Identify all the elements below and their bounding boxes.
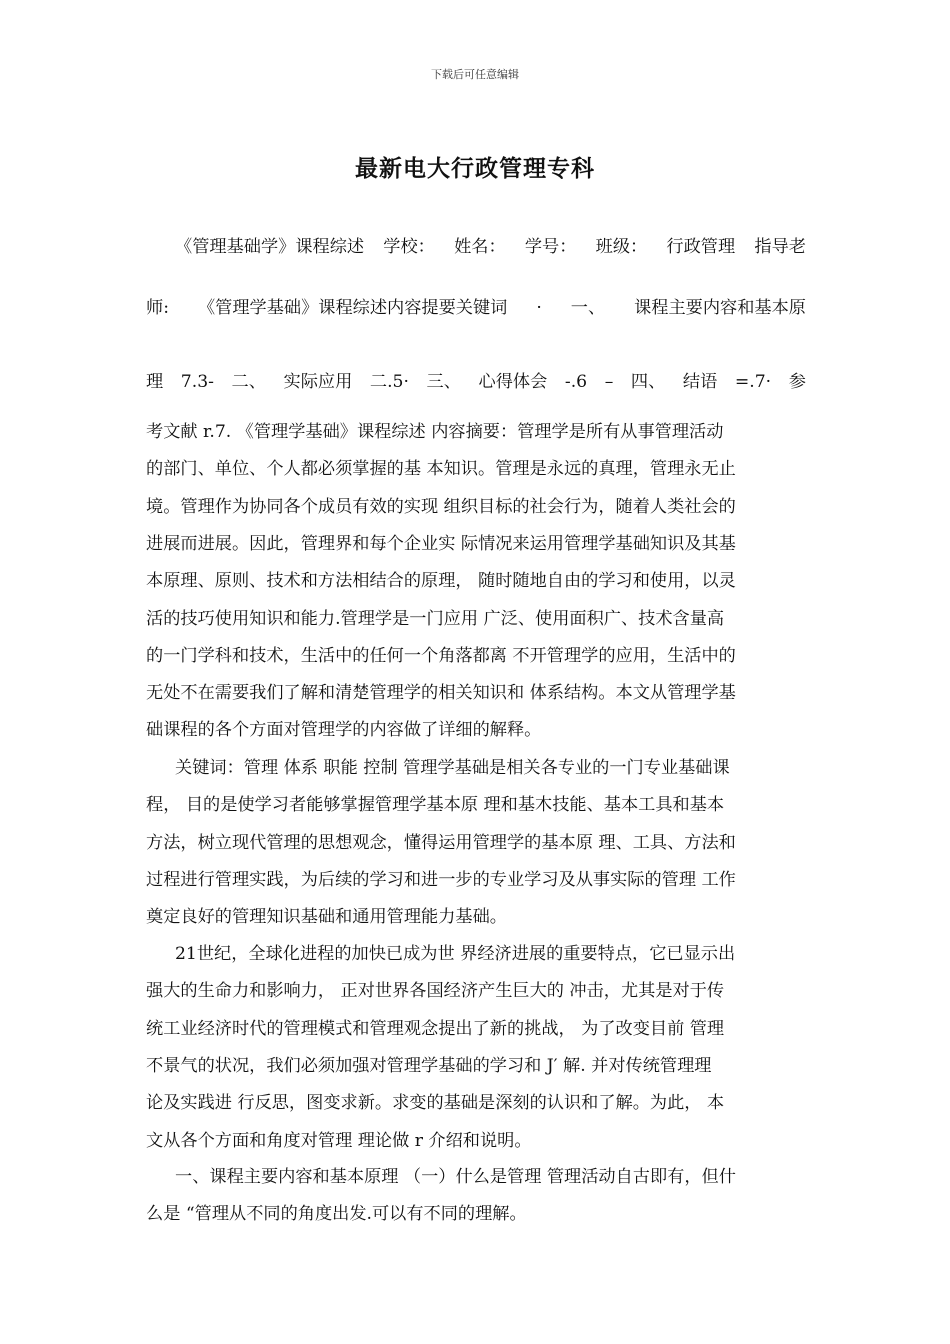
info-token: 指导老 bbox=[754, 237, 806, 257]
info-line-1 bbox=[175, 235, 806, 259]
info-token: 课程主要内容和基本原 bbox=[634, 298, 806, 318]
text-line: 文从各个方面和角度对管理 理论做 r 介绍和说明。 bbox=[146, 1130, 532, 1151]
info-token: 二、 bbox=[231, 372, 266, 392]
text-line: 关键词：管理 体系 职能 控制 管理学基础是相关各专业的一门专业基础课 bbox=[175, 758, 730, 778]
document-title: 最新电大行政管理专科 bbox=[355, 156, 595, 182]
info-line-2 bbox=[146, 296, 806, 320]
info-token: 四、 bbox=[630, 372, 666, 392]
info-token: =.7· bbox=[734, 372, 772, 392]
text-line: 的部门、单位、个人都必须掌握的基 本知识。管理是永远的真理，管理永无止 bbox=[146, 459, 736, 480]
info-token: 学校： bbox=[383, 237, 435, 257]
info-line-3 bbox=[146, 370, 806, 394]
info-token: 行政管理 bbox=[666, 237, 736, 257]
text-line: 么是 “管理从不同的角度出发.可以有不同的理解。 bbox=[146, 1204, 527, 1225]
text-line: 过程进行管理实践，为后续的学习和进一步的专业学习及从事实际的管理 工作 bbox=[146, 869, 736, 890]
info-token: 7.3- bbox=[180, 372, 214, 392]
info-token: 三、 bbox=[426, 372, 461, 392]
info-token: 结语 bbox=[682, 372, 718, 392]
info-token: 实际应用 bbox=[283, 372, 353, 392]
info-token: 班级： bbox=[595, 237, 648, 257]
info-token: 《管理学基础》课程综述内容提要关键词 bbox=[197, 298, 508, 318]
text-line: 的一门学科和技术，生活中的任何一个角落都离 不开管理学的应用，生活中的 bbox=[146, 645, 736, 666]
text-line: 础课程的各个方面对管理学的内容做了详细的解释。 bbox=[146, 720, 542, 741]
text-line: 活的技巧使用知识和能力.管理学是一门应用 广泛、使用面积广、技术含量高 bbox=[146, 608, 725, 629]
info-token: 师: bbox=[146, 298, 169, 318]
info-token: 二.5· bbox=[369, 372, 409, 392]
text-line: 本原理、原则、技术和方法相结合的原理， 随时随地自由的学习和使用，以灵 bbox=[146, 571, 736, 592]
text-line: 境。管理作为协同各个成员有效的实现 组织目标的社会行为，随着人类社会的 bbox=[146, 496, 736, 517]
info-token: 参 bbox=[788, 372, 806, 392]
text-line: 进展而进展。因此，管理界和每个企业实 际情况来运用管理学基础知识及其基 bbox=[146, 533, 736, 554]
text-line: 强大的生命力和影响力， 正对世界各国经济产生巨大的 冲击，尤其是对于传 bbox=[146, 981, 725, 1002]
info-token: 心得体会 bbox=[478, 372, 548, 392]
info-token: – bbox=[604, 372, 614, 392]
text-line: 无处不在需要我们了解和清楚管理学的相关知识和 体系结构。本文从管理学基 bbox=[146, 683, 736, 704]
info-token: 姓名： bbox=[454, 237, 506, 257]
text-line: 不景气的状况，我们必须加强对管理学基础的学习和 J′ 解. 并对传统管理理 bbox=[146, 1055, 712, 1076]
text-line: 奠定良好的管理知识基础和通用管理能力基础。 bbox=[146, 907, 507, 928]
text-line: 论及实践进 行反思，图变求新。求变的基础是深刻的认识和了解。为此， 本 bbox=[146, 1093, 725, 1114]
text-line: 一、课程主要内容和基本原理 （一）什么是管理 管理活动自古即有，但什 bbox=[175, 1167, 736, 1187]
info-token: 学号： bbox=[524, 237, 577, 257]
info-token: 《管理基础学》课程综述 bbox=[175, 237, 365, 257]
info-token: 理 bbox=[146, 372, 164, 392]
text-line: 程， 目的是使学习者能够掌握管理学基本原 理和基木技能、基本工具和基本 bbox=[146, 795, 725, 816]
info-token: -.6 bbox=[564, 372, 588, 392]
info-token: 一、 bbox=[570, 298, 606, 318]
text-line: 统工业经济时代的管理模式和管理观念提出了新的挑战， 为了改变目前 管理 bbox=[146, 1018, 725, 1039]
header-note: 下载后可任意编辑 bbox=[431, 68, 519, 81]
text-line: 方法，树立现代管理的思想观念，懂得运用管理学的基本原 理、工具、方法和 bbox=[146, 832, 736, 853]
text-line: 考文献 r.7. 《管理学基础》课程综述 内容摘要：管理学是所有从事管理活动 bbox=[146, 422, 724, 442]
text-line: 21世纪，全球化进程的加快已成为世 界经济进展的重要特点，它已显示出 bbox=[175, 944, 736, 964]
info-token: · bbox=[536, 298, 542, 318]
